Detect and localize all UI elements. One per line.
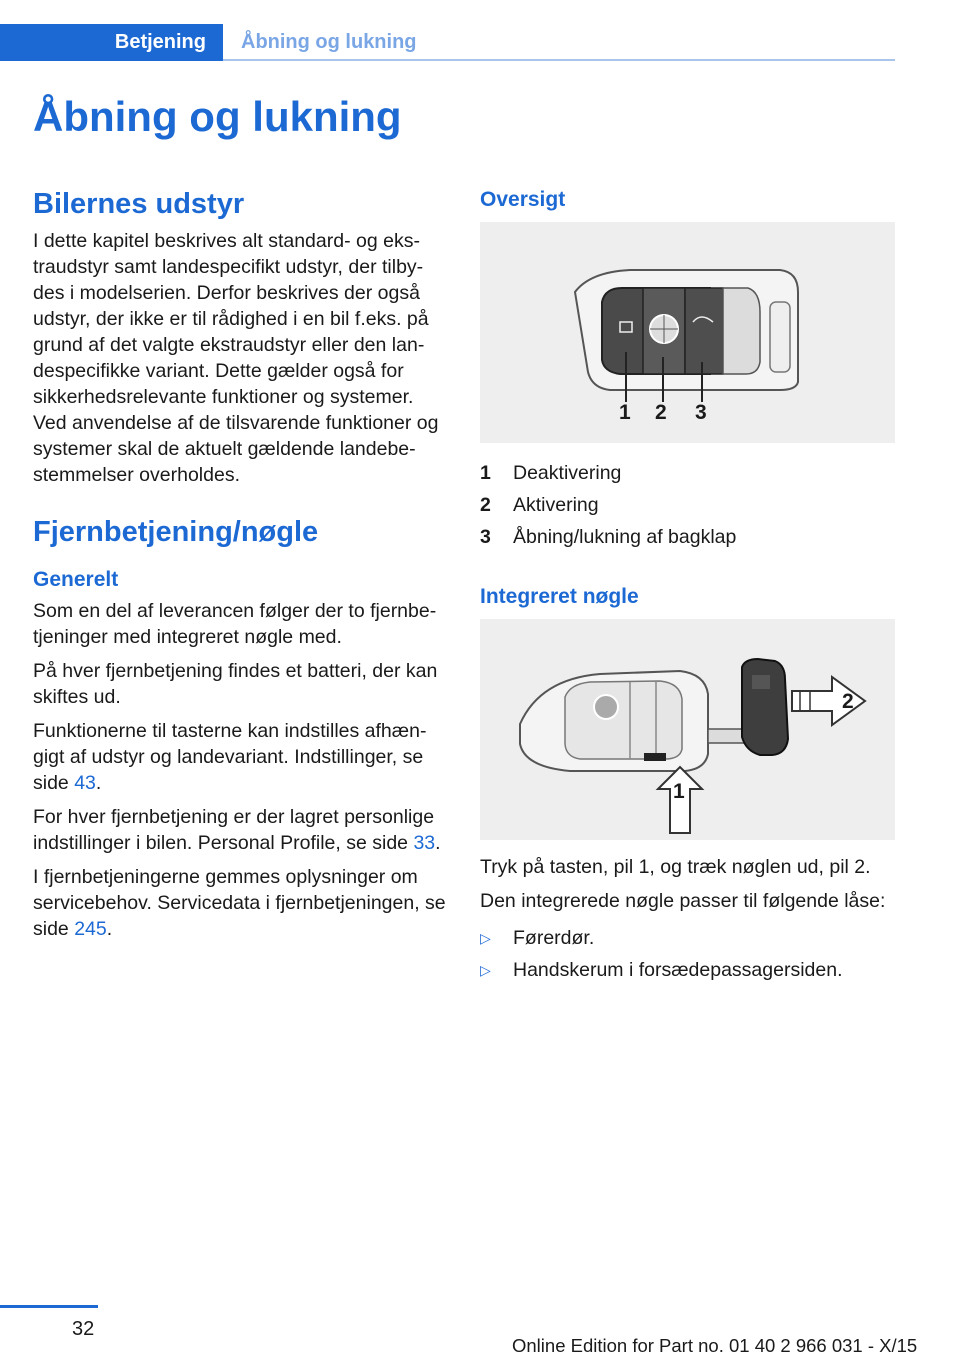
legend-item bbox=[480, 457, 895, 489]
legend-text: Åbning/lukning af bagklap bbox=[513, 526, 737, 548]
figure2-label-1: 1 bbox=[673, 780, 685, 803]
footer-rule bbox=[0, 1305, 98, 1308]
page-link-33[interactable]: 33 bbox=[413, 832, 436, 854]
edition-note: Online Edition for Part no. 01 40 2 966 031 - X/15 bbox=[512, 1335, 918, 1356]
legend-number: 3 bbox=[480, 526, 491, 548]
figure2-label-2: 2 bbox=[842, 690, 854, 713]
key-extraction-illustration bbox=[480, 619, 895, 840]
heading-oversigt: Oversigt bbox=[480, 188, 566, 211]
paragraph-4-end: . bbox=[435, 832, 441, 854]
triangle-bullet-icon: ▷ bbox=[480, 930, 491, 946]
heading-fjernbetjening: Fjernbetjening/nøgle bbox=[33, 516, 319, 548]
paragraph-4 bbox=[33, 804, 447, 856]
paragraph-5 bbox=[33, 864, 447, 942]
paragraph-3-text: Funktionerne til tasterne kan indstilles afhængigt af udstyr og landevariant. Indstillinger, se side bbox=[33, 720, 427, 794]
tab-betjening[interactable]: Betjening bbox=[0, 24, 223, 61]
list-item bbox=[480, 922, 895, 954]
paragraph-3-end: . bbox=[95, 772, 102, 794]
figure1-label-3: 3 bbox=[695, 401, 707, 424]
tab-breadcrumb[interactable]: Åbning og lukning bbox=[241, 31, 417, 53]
intro-paragraph: I dette kapitel beskrives alt standard- og ekstraudstyr samt landespecifikt udstyr, der tilbydes i modelserien. Derfor beskrives der også udstyr, der ikke er til rådighed i en bil f.eks. på grund af det valgte ekstraudstyr eller den landespecifikke variant. Dette gælder også for sikkerhedsrelevante funktioner og systemer. Ved anvendelse af de tilsvarende funktioner og systemer skal de aktuelt gældende landebestemmelser overholdes. bbox=[33, 230, 439, 486]
page-link-245[interactable]: 245 bbox=[74, 918, 107, 940]
paragraph-5-text: I fjernbetjeningerne gemmes oplysninger om servicebehov. Servicedata i fjernbetjeningen, se side bbox=[33, 866, 446, 940]
integrated-key-figure bbox=[480, 619, 895, 840]
remote-key-overview-figure bbox=[480, 222, 895, 443]
legend-text: Deaktivering bbox=[513, 462, 622, 484]
figure1-label-1: 1 bbox=[619, 401, 631, 424]
legend-number: 2 bbox=[480, 494, 491, 516]
paragraph-4-text: For hver fjernbetjening er der lagret personlige indstillinger i bilen. Personal Profile, se side bbox=[33, 806, 435, 854]
subheading-generelt: Generelt bbox=[33, 568, 119, 591]
legend-item bbox=[480, 489, 895, 521]
paragraph-1: Som en del af leverancen følger der to fjernbetjeninger med integreret nøgle med. bbox=[33, 600, 437, 648]
heading-integreret-noegle: Integreret nøgle bbox=[480, 585, 639, 608]
legend-item bbox=[480, 521, 895, 553]
list-item bbox=[480, 954, 895, 986]
triangle-bullet-icon: ▷ bbox=[480, 962, 491, 978]
paragraph-2: På hver fjernbetjening findes et batteri, der kan skiftes ud. bbox=[33, 660, 438, 708]
figure1-label-2: 2 bbox=[655, 401, 667, 424]
heading-bilernes-udstyr: Bilernes udstyr bbox=[33, 188, 245, 220]
key-paragraph-1: Tryk på tasten, pil 1, og træk nøglen ud, pil 2. bbox=[480, 856, 871, 878]
legend-number: 1 bbox=[480, 462, 491, 484]
remote-key-illustration bbox=[480, 222, 895, 443]
page-number: 32 bbox=[72, 1318, 95, 1340]
page-link-43[interactable]: 43 bbox=[74, 772, 96, 794]
paragraph-3 bbox=[33, 718, 447, 796]
list-item-text: Førerdør. bbox=[513, 927, 595, 949]
header-tabbar bbox=[0, 24, 895, 62]
lock-list bbox=[480, 922, 895, 986]
right-column bbox=[480, 186, 895, 986]
button-legend bbox=[480, 457, 895, 553]
left-column bbox=[33, 186, 447, 950]
key-paragraph-2: Den integrerede nøgle passer til følgende låse: bbox=[480, 890, 886, 912]
paragraph-5-end: . bbox=[106, 918, 113, 940]
tab-divider bbox=[223, 59, 895, 61]
page-title: Åbning og lukning bbox=[33, 93, 402, 140]
legend-text: Aktivering bbox=[513, 494, 599, 516]
list-item-text: Handskerum i forsædepassagersiden. bbox=[513, 959, 843, 981]
